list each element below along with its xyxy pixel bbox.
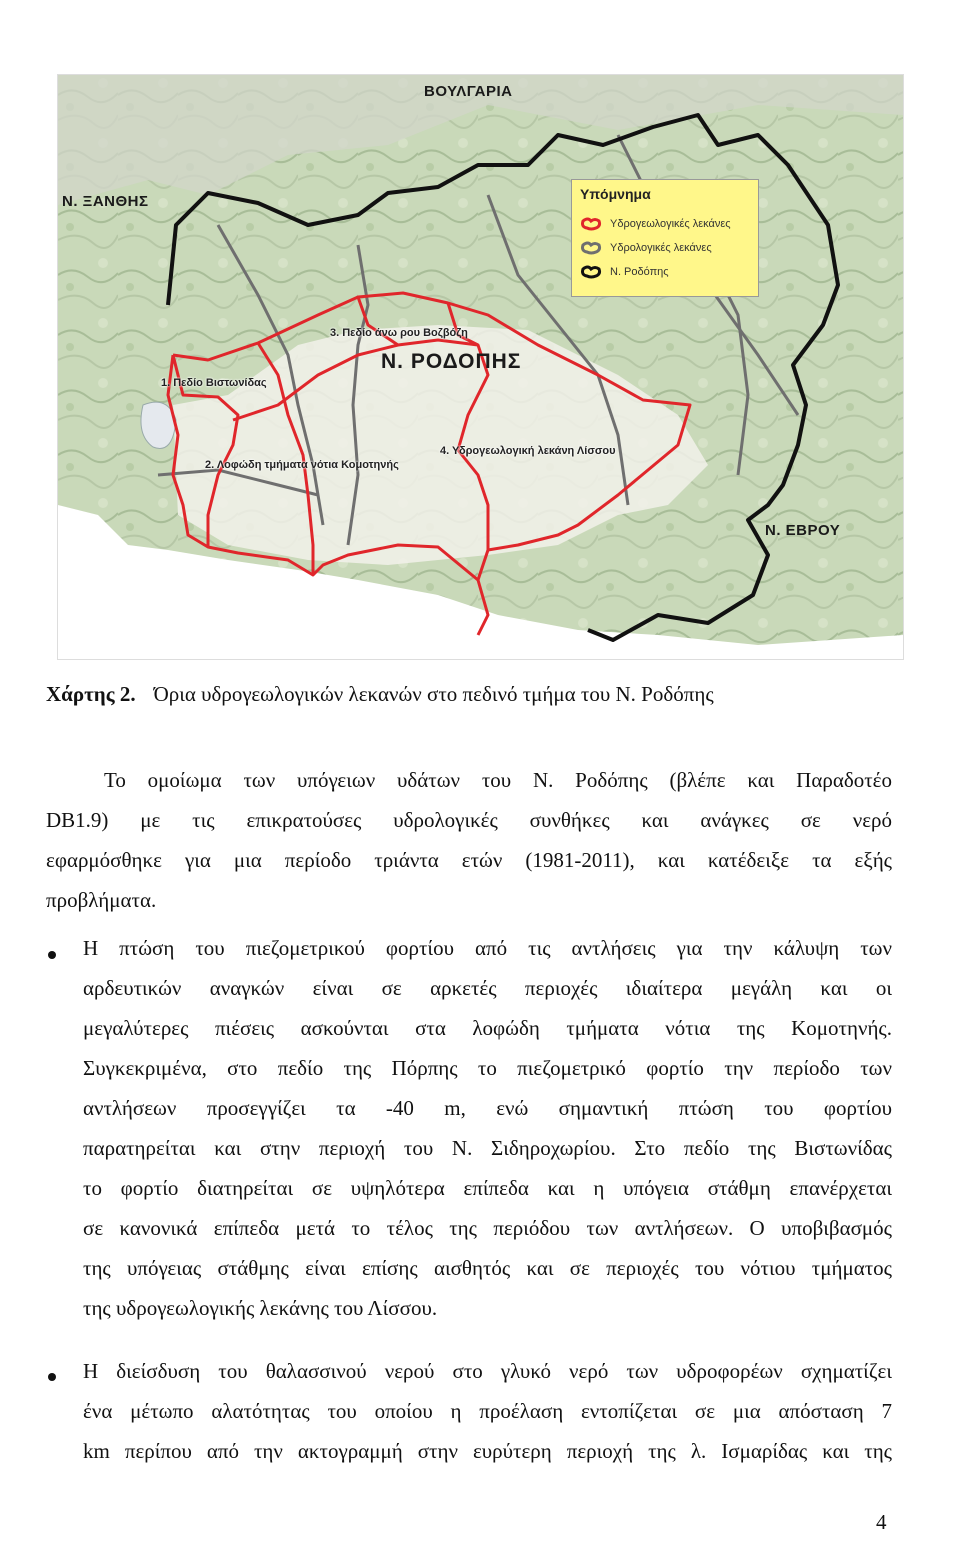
label-basin-2: 2. Λοφώδη τμήματα νότια Κομοτηνής — [205, 459, 399, 471]
page-number: 4 — [876, 1510, 887, 1534]
bullet-marker — [48, 951, 56, 959]
map-caption — [46, 682, 714, 707]
text-line: το φορτίο διατηρείται σε υψηλότερα επίπεδα και η υπόγεια στάθμη επανέρχεται — [83, 1176, 892, 1200]
label-xanthi: Ν. ΞΑΝΘΗΣ — [62, 193, 149, 210]
text-line: της υπόγειας στάθμης είναι επίσης αισθητός και σε περιοχές του νότιου τμήματος — [83, 1256, 892, 1280]
legend-label: Υδρολογικές λεκάνες — [610, 242, 712, 254]
text-line: km περίπου από την ακτογραμμή στην ευρύτερη περιοχή της λ. Ισμαρίδας και της — [83, 1439, 892, 1463]
red-outline-icon — [580, 217, 602, 231]
label-evros: Ν. ΕΒΡΟΥ — [765, 522, 841, 539]
legend-title: Υπόμνημα — [580, 186, 651, 202]
text-line: αντλήσεων προσεγγίζει τα -40 m, ενώ σημαντική πτώση του φορτίου — [83, 1096, 892, 1120]
label-basin-4: 4. Υδρογεωλογική λεκάνη Λίσσου — [440, 445, 616, 457]
text-line: Συγκεκριμένα, στο πεδίο της Πόρπης το πιεζομετρικό φορτίο την περίοδο των — [83, 1056, 892, 1080]
caption-label: Χάρτης 2. — [46, 682, 136, 706]
hydrogeological-map — [57, 74, 904, 660]
bullet-paragraph-2 — [83, 1351, 892, 1471]
legend-item-hydrological — [580, 238, 712, 258]
label-basin-1: 1. Πεδίο Βιστωνίδας — [161, 377, 267, 389]
legend-label: Υδρογεωλογικές λεκάνες — [610, 218, 731, 230]
text-line: της υδρογεωλογικής λεκάνης του Λίσσου. — [83, 1296, 438, 1320]
intro-paragraph — [46, 760, 892, 920]
text-line: Η διείσδυση του θαλασσινού νερού στο γλυκό νερό των υδροφορέων σχηματίζει — [83, 1359, 892, 1383]
legend-item-hydrogeological — [580, 214, 731, 234]
text-line: εφαρμόσθηκε για μια περίοδο τριάντα ετών (1981-2011), και κατέδειξε τα εξής — [46, 848, 892, 872]
label-bulgaria: ΒΟΥΛΓΑΡΙΑ — [424, 83, 513, 100]
legend-item-prefecture — [580, 262, 669, 282]
text-line: μεγαλύτερες πιέσεις ασκούνται στα λοφώδη τμήματα νότια της Κομοτηνής. — [83, 1016, 892, 1040]
label-rodopi: Ν. ΡΟΔΟΠΗΣ — [381, 350, 522, 373]
map-legend — [571, 179, 759, 297]
text-line: ένα μέτωπο αλατότητας του οποίου η προέλαση εντοπίζεται σε μια απόσταση 7 — [83, 1399, 892, 1423]
text-line: σε κανονικά επίπεδα μετά το τέλος της περιόδου των αντλήσεων. Ο υποβιβασμός — [83, 1216, 892, 1240]
text-line: Η πτώση του πιεζομετρικού φορτίου από τις αντλήσεις για την κάλυψη των — [83, 936, 892, 960]
text-line: DB1.9) με τις επικρατούσες υδρολογικές συνθήκες και ανάγκες σε νερό — [46, 808, 892, 832]
bullet-marker — [48, 1373, 56, 1381]
black-outline-icon — [580, 265, 602, 279]
bullet-paragraph-1 — [83, 928, 892, 1328]
grey-outline-icon — [580, 241, 602, 255]
label-basin-3: 3. Πεδίο άνω ρου Βοζβόζη — [330, 327, 468, 339]
text-line: Το ομοίωμα των υπόγειων υδάτων του Ν. Ροδόπης (βλέπε και Παραδοτέο — [104, 768, 892, 792]
text-line: προβλήματα. — [46, 888, 157, 912]
text-line: παρατηρείται και στην περιοχή του Ν. Σιδηροχωρίου. Στο πεδίο της Βιστωνίδας — [83, 1136, 892, 1160]
text-line: αρδευτικών αναγκών είναι σε αρκετές περιοχές ιδιαίτερα μεγάλη και οι — [83, 976, 892, 1000]
legend-label: Ν. Ροδόπης — [610, 266, 669, 278]
caption-text: Όρια υδρογεωλογικών λεκανών στο πεδινό τμήμα του Ν. Ροδόπης — [153, 682, 714, 706]
